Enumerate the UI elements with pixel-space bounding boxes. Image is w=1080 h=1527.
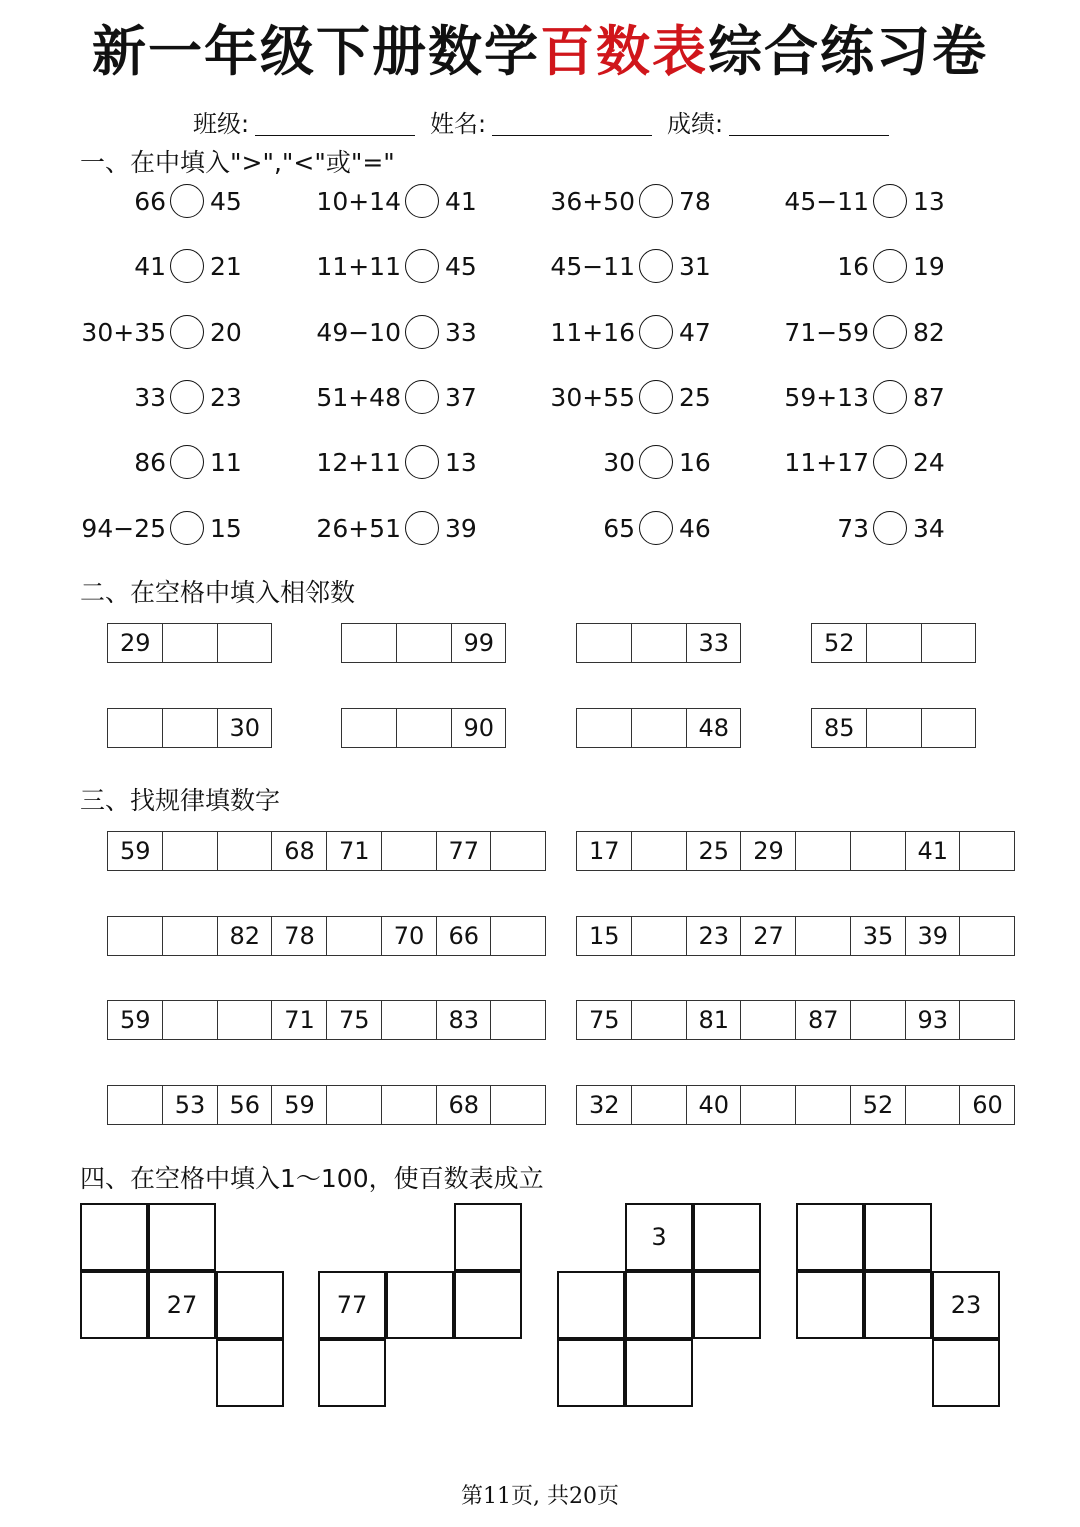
title-highlight: 百数表 xyxy=(540,20,708,83)
hundred-chart-number: 3 xyxy=(625,1203,693,1271)
blank-box[interactable] xyxy=(922,709,977,748)
comparison-right-number: 15 xyxy=(210,513,242,543)
hundred-chart-blank[interactable] xyxy=(148,1203,216,1271)
blank-box[interactable] xyxy=(960,1001,1015,1040)
comparison-right-number: 24 xyxy=(913,448,945,478)
comparison-left-expression: 45−11 xyxy=(550,252,635,282)
comparison-right-number: 20 xyxy=(210,317,242,347)
blank-box[interactable] xyxy=(382,1086,437,1125)
number-box: 27 xyxy=(741,917,796,956)
score-blank[interactable] xyxy=(729,109,889,136)
comparison-left-expression: 41 xyxy=(134,252,166,282)
blank-box[interactable] xyxy=(382,832,437,871)
answer-circle[interactable] xyxy=(170,249,204,283)
neighbor-number-row xyxy=(107,623,272,663)
class-label: 班级: xyxy=(193,110,250,138)
comparison-right-number: 31 xyxy=(679,252,711,282)
number-box: 40 xyxy=(687,1086,742,1125)
blank-box[interactable] xyxy=(327,1086,382,1125)
neighbor-number-row xyxy=(341,623,506,663)
answer-circle[interactable] xyxy=(873,249,907,283)
number-box: 32 xyxy=(577,1086,632,1125)
hundred-chart-blank[interactable] xyxy=(216,1271,284,1339)
answer-circle[interactable] xyxy=(639,315,673,349)
blank-box[interactable] xyxy=(342,709,397,748)
number-box: 68 xyxy=(272,832,327,871)
comparison-right-number: 45 xyxy=(445,252,477,282)
comparison-right-number: 87 xyxy=(913,382,945,412)
pattern-row xyxy=(107,831,546,871)
hundred-chart-blank[interactable] xyxy=(80,1203,148,1271)
answer-circle[interactable] xyxy=(873,511,907,545)
pattern-row xyxy=(576,831,1015,871)
number-box: 71 xyxy=(272,1001,327,1040)
blank-box[interactable] xyxy=(632,1001,687,1040)
comparison-left-expression: 71−59 xyxy=(784,317,869,347)
hundred-chart-blank[interactable] xyxy=(693,1203,761,1271)
blank-box[interactable] xyxy=(632,709,687,748)
blank-box[interactable] xyxy=(796,1086,851,1125)
number-box: 75 xyxy=(577,1001,632,1040)
number-box: 30 xyxy=(218,709,273,748)
blank-box[interactable] xyxy=(851,1001,906,1040)
answer-circle[interactable] xyxy=(405,184,439,218)
hundred-chart-blank[interactable] xyxy=(318,1339,386,1407)
hundred-chart-blank[interactable] xyxy=(625,1339,693,1407)
blank-box[interactable] xyxy=(491,917,546,956)
hundred-chart-blank[interactable] xyxy=(693,1271,761,1339)
blank-box[interactable] xyxy=(163,917,218,956)
section1-heading: 一、在中填入">","<"或"=" xyxy=(80,148,395,177)
answer-circle[interactable] xyxy=(873,380,907,414)
blank-box[interactable] xyxy=(632,624,687,663)
answer-circle[interactable] xyxy=(170,184,204,218)
blank-box[interactable] xyxy=(108,917,163,956)
title-part1: 新一年级下册数学 xyxy=(92,20,540,83)
blank-box[interactable] xyxy=(960,832,1015,871)
answer-circle[interactable] xyxy=(873,445,907,479)
hundred-chart-blank[interactable] xyxy=(864,1271,932,1339)
number-box: 41 xyxy=(906,832,961,871)
comparison-right-number: 47 xyxy=(679,317,711,347)
number-box: 25 xyxy=(687,832,742,871)
number-box: 66 xyxy=(437,917,492,956)
blank-box[interactable] xyxy=(218,832,273,871)
neighbor-number-row xyxy=(576,623,741,663)
number-box: 39 xyxy=(906,917,961,956)
number-box: 75 xyxy=(327,1001,382,1040)
blank-box[interactable] xyxy=(867,624,922,663)
comparison-left-expression: 33 xyxy=(134,382,166,412)
comparison-left-expression: 12+11 xyxy=(316,448,401,478)
blank-box[interactable] xyxy=(632,917,687,956)
answer-circle[interactable] xyxy=(405,315,439,349)
comparison-left-expression: 11+16 xyxy=(550,317,635,347)
comparison-left-expression: 16 xyxy=(837,252,869,282)
section2-heading: 二、在空格中填入相邻数 xyxy=(80,578,356,607)
neighbor-number-row xyxy=(576,708,741,748)
comparison-right-number: 13 xyxy=(913,187,945,216)
blank-box[interactable] xyxy=(577,709,632,748)
hundred-chart-blank[interactable] xyxy=(625,1271,693,1339)
comparison-left-expression: 11+11 xyxy=(316,252,401,282)
hundred-chart-blank[interactable] xyxy=(557,1271,625,1339)
comparison-left-expression: 86 xyxy=(134,448,166,478)
number-box: 17 xyxy=(577,832,632,871)
page-footer: 第11页, 共20页 xyxy=(461,1484,619,1509)
blank-box[interactable] xyxy=(491,1086,546,1125)
page-title xyxy=(0,14,1080,90)
comparison-left-expression: 36+50 xyxy=(550,187,635,216)
comparison-right-number: 16 xyxy=(679,448,711,478)
number-box: 90 xyxy=(452,709,507,748)
number-box: 68 xyxy=(437,1086,492,1125)
comparison-right-number: 33 xyxy=(445,317,477,347)
blank-box[interactable] xyxy=(342,624,397,663)
number-box: 60 xyxy=(960,1086,1015,1125)
pattern-row xyxy=(576,916,1015,956)
pattern-row xyxy=(576,1085,1015,1125)
number-box: 48 xyxy=(687,709,742,748)
blank-box[interactable] xyxy=(632,832,687,871)
answer-circle[interactable] xyxy=(639,184,673,218)
neighbor-number-row xyxy=(811,708,976,748)
class-field xyxy=(193,104,415,144)
pattern-row xyxy=(107,1085,546,1125)
blank-box[interactable] xyxy=(491,832,546,871)
blank-box[interactable] xyxy=(577,624,632,663)
number-box: 82 xyxy=(218,917,273,956)
answer-circle[interactable] xyxy=(170,511,204,545)
comparison-right-number: 13 xyxy=(445,448,477,478)
comparison-left-expression: 94−25 xyxy=(81,513,166,543)
name-field xyxy=(430,104,652,144)
blank-box[interactable] xyxy=(491,1001,546,1040)
number-box: 81 xyxy=(687,1001,742,1040)
blank-box[interactable] xyxy=(922,624,977,663)
hundred-chart-number: 23 xyxy=(932,1271,1000,1339)
comparison-right-number: 41 xyxy=(445,187,477,216)
comparison-left-expression: 66 xyxy=(134,187,166,216)
answer-circle[interactable] xyxy=(405,380,439,414)
blank-box[interactable] xyxy=(906,1086,961,1125)
hundred-chart-blank[interactable] xyxy=(796,1271,864,1339)
class-blank[interactable] xyxy=(255,109,415,136)
answer-circle[interactable] xyxy=(873,315,907,349)
number-box: 59 xyxy=(108,832,163,871)
number-box: 23 xyxy=(687,917,742,956)
neighbor-number-row xyxy=(341,708,506,748)
blank-box[interactable] xyxy=(741,1001,796,1040)
blank-box[interactable] xyxy=(741,1086,796,1125)
number-box: 15 xyxy=(577,917,632,956)
answer-circle[interactable] xyxy=(405,511,439,545)
blank-box[interactable] xyxy=(397,709,452,748)
number-box: 35 xyxy=(851,917,906,956)
number-box: 52 xyxy=(851,1086,906,1125)
hundred-chart-number: 77 xyxy=(318,1271,386,1339)
answer-circle[interactable] xyxy=(405,445,439,479)
comparison-left-expression: 10+14 xyxy=(316,187,401,216)
score-label: 成绩: xyxy=(667,110,724,138)
comparison-left-expression: 30+55 xyxy=(550,382,635,412)
pattern-row xyxy=(576,1000,1015,1040)
comparison-right-number: 19 xyxy=(913,252,945,282)
answer-circle[interactable] xyxy=(170,315,204,349)
student-info xyxy=(0,104,1080,144)
section3-heading: 三、找规律填数字 xyxy=(80,786,281,815)
hundred-chart-blank[interactable] xyxy=(454,1271,522,1339)
comparison-right-number: 82 xyxy=(913,317,945,347)
number-box: 59 xyxy=(272,1086,327,1125)
number-box: 29 xyxy=(741,832,796,871)
comparison-right-number: 25 xyxy=(679,382,711,412)
section4-heading: 四、在空格中填入1～100，使百数表成立 xyxy=(80,1164,544,1193)
hundred-chart-blank[interactable] xyxy=(386,1271,454,1339)
blank-box[interactable] xyxy=(108,1086,163,1125)
blank-box[interactable] xyxy=(960,917,1015,956)
pattern-row xyxy=(107,916,546,956)
neighbor-number-row xyxy=(811,623,976,663)
hundred-chart-blank[interactable] xyxy=(864,1203,932,1271)
number-box: 78 xyxy=(272,917,327,956)
number-box: 87 xyxy=(796,1001,851,1040)
answer-circle[interactable] xyxy=(639,249,673,283)
hundred-chart-number: 27 xyxy=(148,1271,216,1339)
comparison-left-expression: 65 xyxy=(603,513,635,543)
blank-box[interactable] xyxy=(632,1086,687,1125)
number-box: 99 xyxy=(452,624,507,663)
hundred-chart-blank[interactable] xyxy=(80,1271,148,1339)
number-box: 29 xyxy=(108,624,163,663)
hundred-chart-blank[interactable] xyxy=(216,1339,284,1407)
title-part2: 综合练习卷 xyxy=(708,20,988,83)
blank-box[interactable] xyxy=(796,917,851,956)
blank-box[interactable] xyxy=(218,624,273,663)
answer-circle[interactable] xyxy=(170,380,204,414)
score-field xyxy=(667,104,889,144)
comparison-left-expression: 59+13 xyxy=(784,382,869,412)
blank-box[interactable] xyxy=(108,709,163,748)
neighbor-number-row xyxy=(107,708,272,748)
hundred-chart-blank[interactable] xyxy=(932,1339,1000,1407)
blank-box[interactable] xyxy=(867,709,922,748)
comparison-left-expression: 26+51 xyxy=(316,513,401,543)
comparison-left-expression: 30 xyxy=(603,448,635,478)
comparison-right-number: 21 xyxy=(210,252,242,282)
blank-box[interactable] xyxy=(397,624,452,663)
name-blank[interactable] xyxy=(492,109,652,136)
blank-box[interactable] xyxy=(163,709,218,748)
number-box: 70 xyxy=(382,917,437,956)
number-box: 83 xyxy=(437,1001,492,1040)
answer-circle[interactable] xyxy=(405,249,439,283)
blank-box[interactable] xyxy=(382,1001,437,1040)
blank-box[interactable] xyxy=(163,624,218,663)
comparison-left-expression: 49−10 xyxy=(316,317,401,347)
comparison-right-number: 34 xyxy=(913,513,945,543)
answer-circle[interactable] xyxy=(639,511,673,545)
comparison-left-expression: 51+48 xyxy=(316,382,401,412)
answer-circle[interactable] xyxy=(170,445,204,479)
number-box: 53 xyxy=(163,1086,218,1125)
answer-circle[interactable] xyxy=(639,380,673,414)
comparison-right-number: 46 xyxy=(679,513,711,543)
comparison-left-expression: 11+17 xyxy=(784,448,869,478)
blank-box[interactable] xyxy=(163,832,218,871)
pattern-row xyxy=(107,1000,546,1040)
comparison-right-number: 45 xyxy=(210,187,242,216)
number-box: 33 xyxy=(687,624,742,663)
hundred-chart-blank[interactable] xyxy=(796,1203,864,1271)
blank-box[interactable] xyxy=(218,1001,273,1040)
comparison-right-number: 11 xyxy=(210,448,242,478)
number-box: 85 xyxy=(812,709,867,748)
hundred-chart-blank[interactable] xyxy=(557,1339,625,1407)
number-box: 77 xyxy=(437,832,492,871)
comparison-left-expression: 73 xyxy=(837,513,869,543)
comparison-right-number: 23 xyxy=(210,382,242,412)
comparison-right-number: 78 xyxy=(679,187,711,216)
answer-circle[interactable] xyxy=(873,184,907,218)
blank-box[interactable] xyxy=(163,1001,218,1040)
number-box: 56 xyxy=(218,1086,273,1125)
blank-box[interactable] xyxy=(327,917,382,956)
number-box: 59 xyxy=(108,1001,163,1040)
hundred-chart-blank[interactable] xyxy=(454,1203,522,1271)
blank-box[interactable] xyxy=(796,832,851,871)
blank-box[interactable] xyxy=(851,832,906,871)
number-box: 93 xyxy=(906,1001,961,1040)
name-label: 姓名: xyxy=(430,110,487,138)
number-box: 71 xyxy=(327,832,382,871)
comparison-right-number: 39 xyxy=(445,513,477,543)
comparison-left-expression: 45−11 xyxy=(784,187,869,216)
number-box: 52 xyxy=(812,624,867,663)
comparison-left-expression: 30+35 xyxy=(81,317,166,347)
answer-circle[interactable] xyxy=(639,445,673,479)
comparison-right-number: 37 xyxy=(445,382,477,412)
